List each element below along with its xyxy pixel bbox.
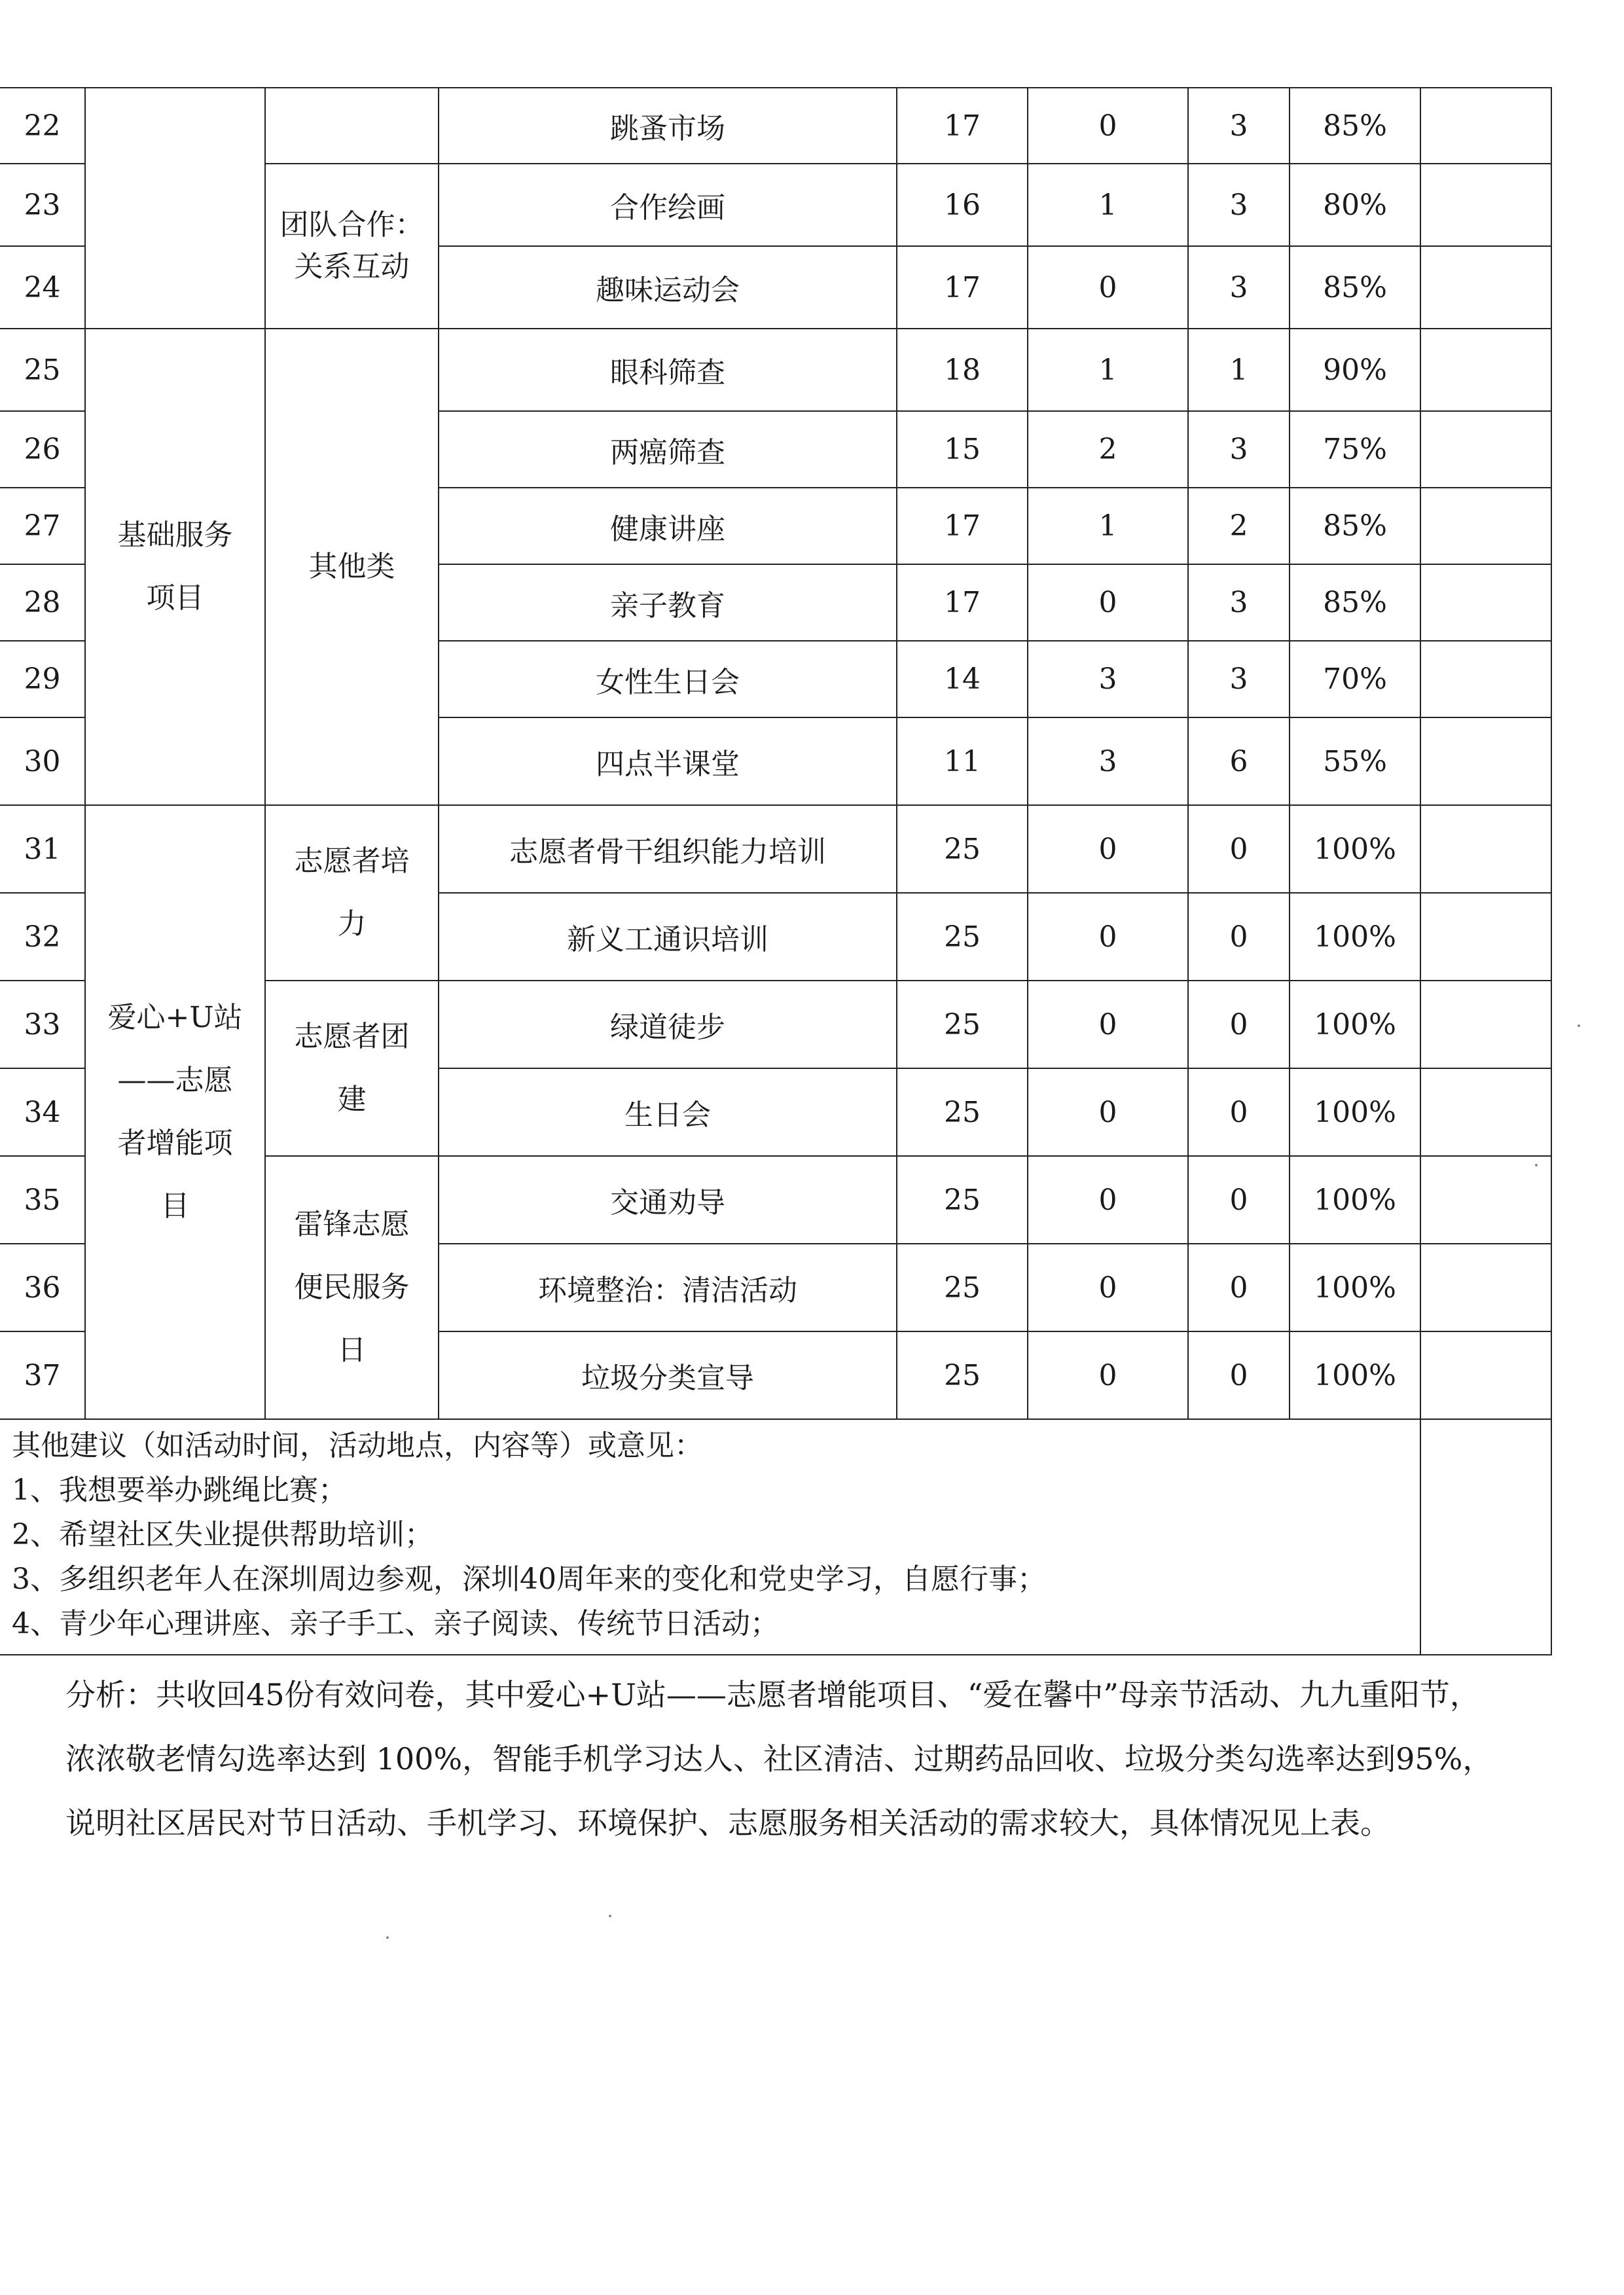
note-item: 1、我想要举办跳绳比赛； bbox=[12, 1473, 347, 1507]
count-cell: 0 bbox=[1028, 564, 1188, 641]
activity-name: 志愿者骨干组织能力培训 bbox=[439, 805, 897, 893]
row-number: 37 bbox=[0, 1331, 85, 1419]
rate-cell: 100% bbox=[1290, 1331, 1420, 1419]
blank-cell bbox=[1420, 1419, 1551, 1655]
row-number: 31 bbox=[0, 805, 85, 893]
table-row bbox=[0, 88, 1551, 164]
table-row bbox=[0, 329, 1551, 411]
blank-cell bbox=[1420, 411, 1551, 488]
activity-name: 环境整治：清洁活动 bbox=[439, 1244, 897, 1331]
row-number: 22 bbox=[0, 88, 85, 164]
row-number: 35 bbox=[0, 1156, 85, 1244]
row-number: 36 bbox=[0, 1244, 85, 1331]
count-cell: 0 bbox=[1188, 893, 1290, 981]
activity-name: 女性生日会 bbox=[439, 641, 897, 717]
count-cell: 0 bbox=[1028, 1244, 1188, 1331]
count-cell: 18 bbox=[897, 329, 1028, 411]
row-number: 30 bbox=[0, 717, 85, 805]
count-cell: 25 bbox=[897, 1244, 1028, 1331]
blank-cell bbox=[1420, 88, 1551, 164]
count-cell: 0 bbox=[1188, 1156, 1290, 1244]
count-cell: 1 bbox=[1028, 329, 1188, 411]
activity-name: 两癌筛查 bbox=[439, 411, 897, 488]
scan-dot bbox=[1535, 1164, 1538, 1166]
count-cell: 17 bbox=[897, 88, 1028, 164]
rate-cell: 85% bbox=[1290, 564, 1420, 641]
category-basic-service: 基础服务项目 bbox=[85, 329, 265, 805]
blank-cell bbox=[1420, 1068, 1551, 1156]
note-item: 2、希望社区失业提供帮助培训； bbox=[12, 1518, 433, 1551]
row-number: 28 bbox=[0, 564, 85, 641]
blank-cell bbox=[1420, 805, 1551, 893]
count-cell: 2 bbox=[1188, 488, 1290, 564]
blank-cell bbox=[1420, 1244, 1551, 1331]
subcategory-cell-empty bbox=[265, 88, 439, 164]
count-cell: 25 bbox=[897, 981, 1028, 1068]
analysis-paragraph: 分析：共收回45份有效问卷，其中爱心+U站——志愿者增能项目、“爱在馨中”母亲节活动、九九重阳节，浓浓敬老情勾选率达到 100%，智能手机学习达人、社区清洁、过期药品回收、垃圾分类勾选率达到95%，说明社区居民对节日活动、手机学习、环境保护、志愿服务相关活动的需求较大，具体情况见上表。 bbox=[65, 1677, 1493, 1841]
count-cell: 1 bbox=[1028, 488, 1188, 564]
blank-cell bbox=[1420, 246, 1551, 329]
count-cell: 0 bbox=[1188, 1068, 1290, 1156]
category-cell-empty bbox=[85, 88, 265, 329]
count-cell: 15 bbox=[897, 411, 1028, 488]
count-cell: 25 bbox=[897, 893, 1028, 981]
count-cell: 0 bbox=[1188, 981, 1290, 1068]
blank-cell bbox=[1420, 893, 1551, 981]
notes-cell bbox=[0, 1419, 1420, 1655]
activity-name: 跳蚤市场 bbox=[439, 88, 897, 164]
count-cell: 0 bbox=[1188, 805, 1290, 893]
subcategory-teambuilding: 志愿者团建 bbox=[265, 981, 439, 1156]
count-cell: 16 bbox=[897, 164, 1028, 246]
activity-name: 亲子教育 bbox=[439, 564, 897, 641]
blank-cell bbox=[1420, 564, 1551, 641]
rate-cell: 100% bbox=[1290, 805, 1420, 893]
activity-name: 绿道徒步 bbox=[439, 981, 897, 1068]
count-cell: 17 bbox=[897, 246, 1028, 329]
count-cell: 0 bbox=[1028, 981, 1188, 1068]
count-cell: 17 bbox=[897, 488, 1028, 564]
count-cell: 3 bbox=[1188, 246, 1290, 329]
blank-cell bbox=[1420, 164, 1551, 246]
subcategory-training: 志愿者培力 bbox=[265, 805, 439, 981]
subcategory-team: 团队合作：关系互动 bbox=[265, 164, 439, 329]
count-cell: 6 bbox=[1188, 717, 1290, 805]
count-cell: 1 bbox=[1188, 329, 1290, 411]
count-cell: 3 bbox=[1028, 641, 1188, 717]
rate-cell: 100% bbox=[1290, 893, 1420, 981]
blank-cell bbox=[1420, 717, 1551, 805]
count-cell: 2 bbox=[1028, 411, 1188, 488]
scan-dot bbox=[609, 1915, 611, 1917]
blank-cell bbox=[1420, 981, 1551, 1068]
count-cell: 0 bbox=[1028, 246, 1188, 329]
rate-cell: 80% bbox=[1290, 164, 1420, 246]
count-cell: 25 bbox=[897, 805, 1028, 893]
activity-name: 健康讲座 bbox=[439, 488, 897, 564]
count-cell: 11 bbox=[897, 717, 1028, 805]
row-number: 27 bbox=[0, 488, 85, 564]
row-number: 33 bbox=[0, 981, 85, 1068]
blank-cell bbox=[1420, 329, 1551, 411]
row-number: 34 bbox=[0, 1068, 85, 1156]
rate-cell: 55% bbox=[1290, 717, 1420, 805]
count-cell: 3 bbox=[1188, 641, 1290, 717]
count-cell: 25 bbox=[897, 1156, 1028, 1244]
activity-name: 交通劝导 bbox=[439, 1156, 897, 1244]
count-cell: 1 bbox=[1028, 164, 1188, 246]
count-cell: 3 bbox=[1028, 717, 1188, 805]
activity-name: 新义工通识培训 bbox=[439, 893, 897, 981]
count-cell: 0 bbox=[1028, 1331, 1188, 1419]
count-cell: 17 bbox=[897, 564, 1028, 641]
activity-name: 四点半课堂 bbox=[439, 717, 897, 805]
subcategory-other: 其他类 bbox=[265, 329, 439, 805]
rate-cell: 100% bbox=[1290, 1068, 1420, 1156]
blank-cell bbox=[1420, 641, 1551, 717]
blank-cell bbox=[1420, 1156, 1551, 1244]
count-cell: 0 bbox=[1028, 1156, 1188, 1244]
note-item: 3、多组织老年人在深圳周边参观，深圳40周年来的变化和党史学习，自愿行事； bbox=[12, 1563, 1046, 1596]
rate-cell: 100% bbox=[1290, 1244, 1420, 1331]
scan-dot bbox=[1578, 1024, 1580, 1027]
count-cell: 0 bbox=[1028, 893, 1188, 981]
count-cell: 14 bbox=[897, 641, 1028, 717]
activity-name: 生日会 bbox=[439, 1068, 897, 1156]
row-number: 24 bbox=[0, 246, 85, 329]
rate-cell: 85% bbox=[1290, 246, 1420, 329]
rate-cell: 75% bbox=[1290, 411, 1420, 488]
rate-cell: 85% bbox=[1290, 88, 1420, 164]
count-cell: 0 bbox=[1188, 1331, 1290, 1419]
rate-cell: 85% bbox=[1290, 488, 1420, 564]
notes-row bbox=[0, 1419, 1551, 1655]
rate-cell: 100% bbox=[1290, 1156, 1420, 1244]
row-number: 32 bbox=[0, 893, 85, 981]
count-cell: 25 bbox=[897, 1068, 1028, 1156]
count-cell: 0 bbox=[1028, 805, 1188, 893]
row-number: 29 bbox=[0, 641, 85, 717]
count-cell: 3 bbox=[1188, 164, 1290, 246]
activity-name: 垃圾分类宣导 bbox=[439, 1331, 897, 1419]
count-cell: 0 bbox=[1028, 88, 1188, 164]
table-row bbox=[0, 805, 1551, 893]
count-cell: 3 bbox=[1188, 88, 1290, 164]
category-volunteer: 爱心+U站——志愿者增能项目 bbox=[85, 805, 265, 1419]
count-cell: 0 bbox=[1188, 1244, 1290, 1331]
note-item: 4、青少年心理讲座、亲子手工、亲子阅读、传统节日活动； bbox=[12, 1607, 779, 1640]
rate-cell: 90% bbox=[1290, 329, 1420, 411]
activity-name: 趣味运动会 bbox=[439, 246, 897, 329]
notes-title: 其他建议（如活动时间，活动地点，内容等）或意见： bbox=[12, 1429, 703, 1462]
count-cell: 3 bbox=[1188, 564, 1290, 641]
blank-cell bbox=[1420, 488, 1551, 564]
blank-cell bbox=[1420, 1331, 1551, 1419]
activity-name: 合作绘画 bbox=[439, 164, 897, 246]
rate-cell: 70% bbox=[1290, 641, 1420, 717]
survey-table bbox=[0, 87, 1552, 1655]
activity-name: 眼科筛查 bbox=[439, 329, 897, 411]
count-cell: 0 bbox=[1028, 1068, 1188, 1156]
row-number: 25 bbox=[0, 329, 85, 411]
row-number: 23 bbox=[0, 164, 85, 246]
count-cell: 25 bbox=[897, 1331, 1028, 1419]
scan-dot bbox=[386, 1936, 389, 1939]
row-number: 26 bbox=[0, 411, 85, 488]
subcategory-leifeng: 雷锋志愿便民服务日 bbox=[265, 1156, 439, 1419]
rate-cell: 100% bbox=[1290, 981, 1420, 1068]
count-cell: 3 bbox=[1188, 411, 1290, 488]
